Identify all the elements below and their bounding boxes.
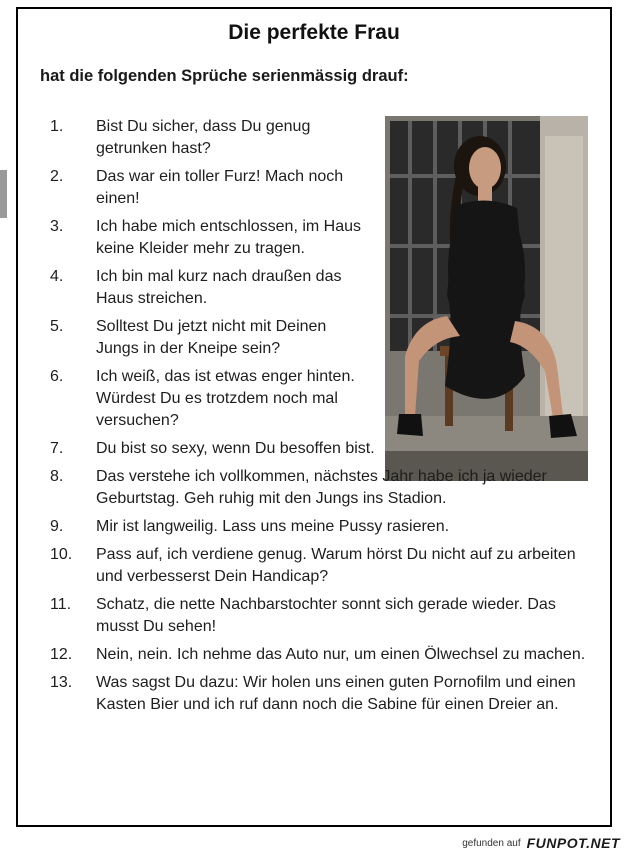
funpot-logo[interactable]: FUNPOT.NET bbox=[526, 835, 620, 851]
quote-list bbox=[42, 116, 602, 722]
item-number: 8. bbox=[50, 468, 64, 485]
item-text: Ich bin mal kurz nach draußen das Haus streichen. bbox=[96, 268, 342, 307]
list-item bbox=[42, 466, 602, 510]
item-number: 13. bbox=[50, 674, 73, 691]
source-footer bbox=[462, 835, 620, 851]
list-item bbox=[42, 216, 602, 260]
item-number: 4. bbox=[50, 268, 64, 285]
item-number: 3. bbox=[50, 218, 64, 235]
list-item bbox=[42, 116, 602, 160]
item-number: 1. bbox=[50, 118, 64, 135]
item-text: Ich habe mich entschlossen, im Haus keine Kleider mehr zu tragen. bbox=[96, 218, 362, 257]
list-item bbox=[42, 366, 602, 432]
found-on-label: gefunden auf bbox=[462, 837, 521, 849]
item-text: Ich weiß, das ist etwas enger hinten. Würdest Du es trotzdem noch mal versuchen? bbox=[96, 368, 355, 429]
list-item bbox=[42, 544, 602, 588]
item-text: Du bist so sexy, wenn Du besoffen bist. bbox=[96, 440, 375, 457]
item-text: Nein, nein. Ich nehme das Auto nur, um einen Ölwechsel zu machen. bbox=[96, 646, 586, 663]
item-text: Das verstehe ich vollkommen, nächstes Jahr habe ich ja wieder Geburtstag. Geh ruhig mit den Jungs ins Stadion. bbox=[96, 468, 547, 507]
side-scroll-strip bbox=[0, 170, 7, 218]
page-subtitle: hat die folgenden Sprüche serienmässig drauf: bbox=[40, 67, 409, 85]
item-text: Mir ist langweilig. Lass uns meine Pussy rasieren. bbox=[96, 518, 450, 535]
document-frame bbox=[16, 7, 612, 827]
item-number: 2. bbox=[50, 168, 64, 185]
item-text: Schatz, die nette Nachbarstochter sonnt sich gerade wieder. Das musst Du sehen! bbox=[96, 596, 556, 635]
list-item bbox=[42, 438, 602, 460]
item-text: Pass auf, ich verdiene genug. Warum hörst Du nicht auf zu arbeiten und verbesserst Dein Handicap? bbox=[96, 546, 576, 585]
item-number: 10. bbox=[50, 546, 73, 563]
list-item bbox=[42, 644, 602, 666]
item-number: 6. bbox=[50, 368, 64, 385]
list-item bbox=[42, 516, 602, 538]
list-item bbox=[42, 594, 602, 638]
item-number: 7. bbox=[50, 440, 64, 457]
list-item bbox=[42, 672, 602, 716]
item-number: 12. bbox=[50, 646, 73, 663]
list-item bbox=[42, 316, 602, 360]
list-item bbox=[42, 166, 602, 210]
item-text: Das war ein toller Furz! Mach noch einen! bbox=[96, 168, 344, 207]
item-text: Bist Du sicher, dass Du genug getrunken hast? bbox=[96, 118, 311, 157]
item-number: 5. bbox=[50, 318, 64, 335]
page-title: Die perfekte Frau bbox=[228, 21, 400, 44]
item-text: Solltest Du jetzt nicht mit Deinen Jungs in der Kneipe sein? bbox=[96, 318, 327, 357]
item-number: 11. bbox=[50, 596, 72, 613]
list-item bbox=[42, 266, 602, 310]
item-number: 9. bbox=[50, 518, 64, 535]
item-text: Was sagst Du dazu: Wir holen uns einen guten Pornofilm und einen Kasten Bier und ich ruf dann noch die Sabine für einen Dreier an. bbox=[96, 674, 576, 713]
